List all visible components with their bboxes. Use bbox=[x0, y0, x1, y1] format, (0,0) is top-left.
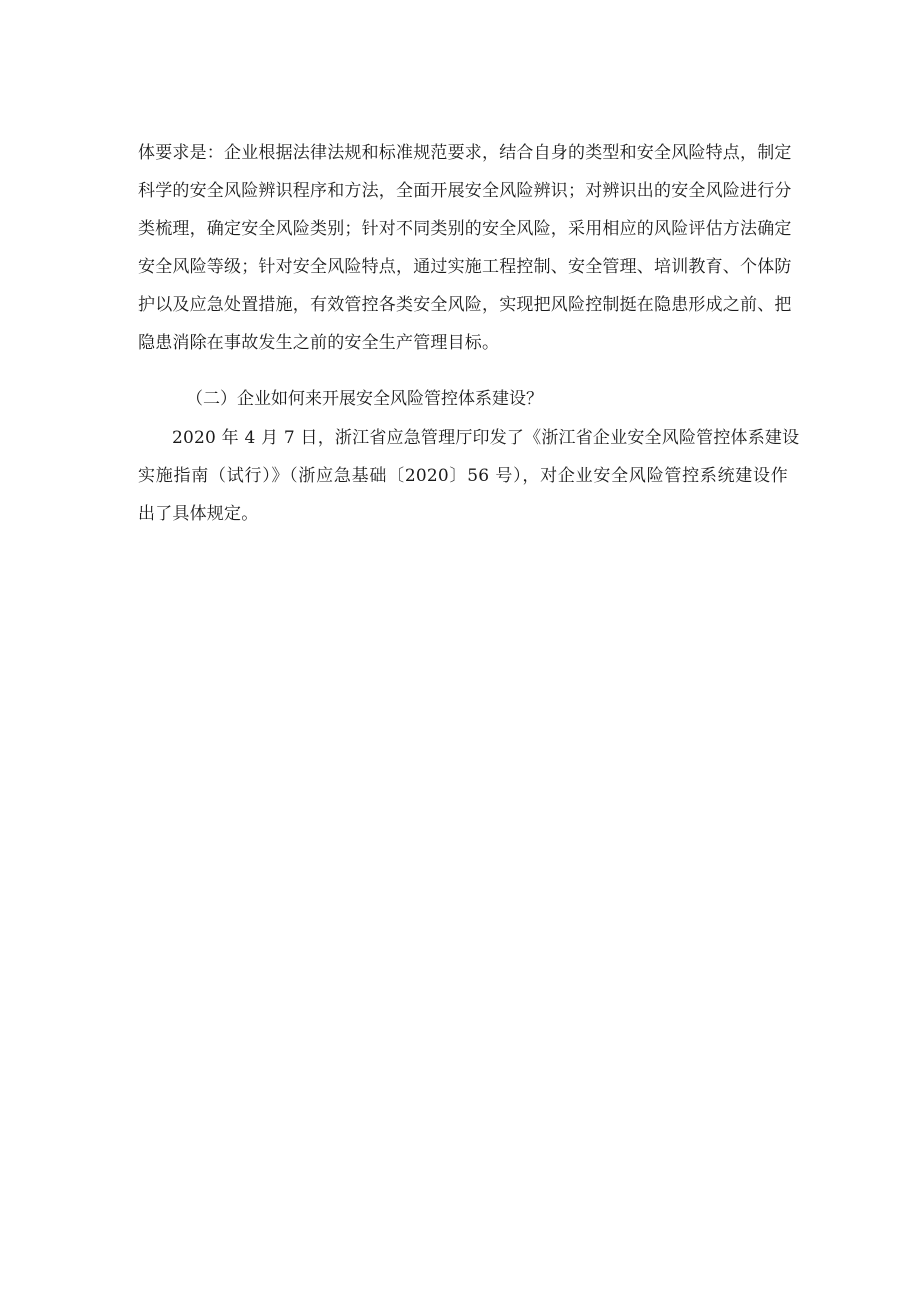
paragraph1-line-2: 科学的安全风险辨识程序和方法，全面开展安全风险辨识；对辨识出的安全风险进行分 bbox=[138, 181, 792, 201]
paragraph2-line-1: 2020 年 4 月 7 日，浙江省应急管理厅印发了《浙江省企业安全风险管控体系建设 bbox=[172, 428, 800, 448]
paragraph1-line-3: 类梳理，确定安全风险类别；针对不同类别的安全风险，采用相应的风险评估方法确定 bbox=[138, 219, 792, 239]
section2-heading: （二）企业如何来开展安全风险管控体系建设？ bbox=[186, 389, 543, 409]
paragraph1-line-5: 护以及应急处置措施，有效管控各类安全风险，实现把风险控制挺在隐患形成之前、把 bbox=[138, 295, 792, 315]
paragraph1-line-4: 安全风险等级；针对安全风险特点，通过实施工程控制、安全管理、培训教育、个体防 bbox=[138, 257, 792, 277]
paragraph1-line-1: 体要求是：企业根据法律法规和标准规范要求，结合自身的类型和安全风险特点，制定 bbox=[138, 143, 792, 163]
paragraph2-line-2: 实施指南（试行）》（浙应急基础〔2020〕56 号），对企业安全风险管控系统建设作 bbox=[138, 466, 788, 486]
paragraph1-line-6: 隐患消除在事故发生之前的安全生产管理目标。 bbox=[138, 333, 500, 353]
paragraph2-line-3: 出了具体规定。 bbox=[138, 504, 259, 524]
